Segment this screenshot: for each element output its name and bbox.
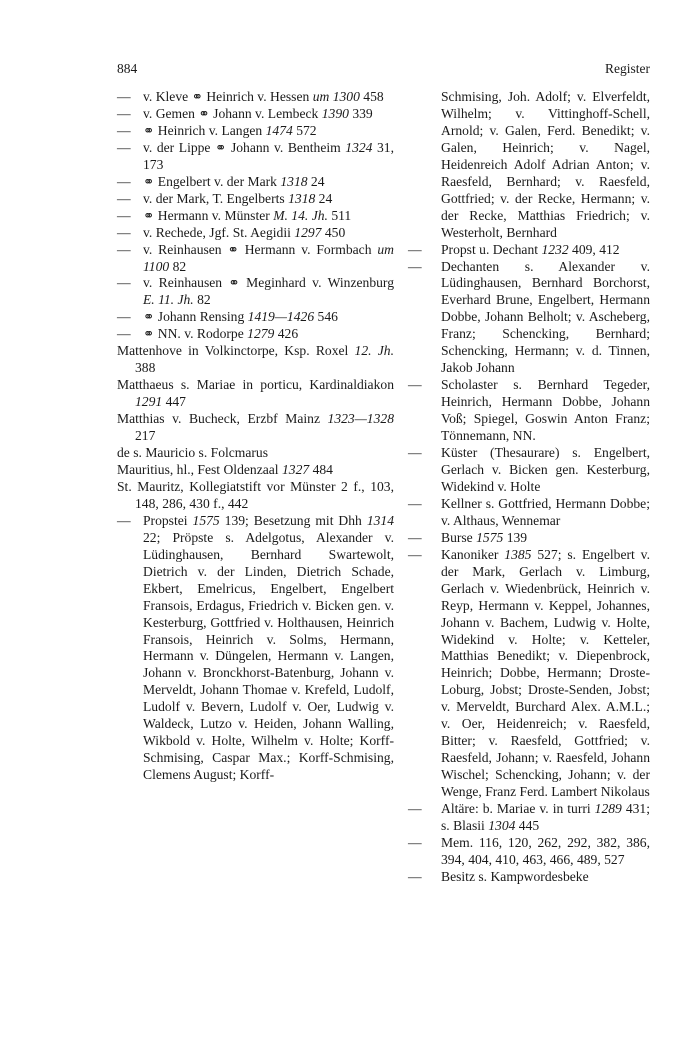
entry-text: ⚭ NN. v. Rodorpe bbox=[143, 326, 248, 342]
subentry-dash: — bbox=[408, 495, 422, 511]
date-italic: 1474 bbox=[265, 122, 293, 138]
entry-text: de s. Mauricio s. Folcmarus bbox=[117, 445, 269, 461]
entry-text: v. der Mark, T. Engelberts bbox=[143, 190, 289, 206]
index-subentry bbox=[408, 377, 650, 445]
index-subentry bbox=[117, 123, 394, 140]
date-italic: 1323—1328 bbox=[327, 411, 394, 427]
entry-text: Matthaeus s. Mariae in porticu, Kardinaldiakon bbox=[117, 377, 394, 393]
index-subentry bbox=[117, 106, 394, 123]
entry-text: 82 bbox=[193, 292, 211, 308]
subentry-dash: — bbox=[408, 801, 422, 817]
date-italic: 1291 bbox=[135, 394, 163, 410]
date-italic: 1390 bbox=[321, 105, 349, 121]
index-subentry bbox=[117, 225, 394, 242]
date-italic: um 1300 bbox=[312, 89, 360, 104]
subentry-dash: — bbox=[117, 207, 131, 223]
index-entry bbox=[117, 411, 394, 445]
entry-text: 450 bbox=[321, 224, 346, 240]
index-subentry bbox=[408, 834, 650, 869]
index-subentry bbox=[117, 174, 394, 191]
index-subentry bbox=[408, 868, 650, 886]
entry-text: v. Rechede, Jgf. St. Aegidii bbox=[143, 224, 295, 240]
entry-text: 409, 412 bbox=[568, 241, 620, 257]
date-italic: 1327 bbox=[281, 461, 310, 477]
entry-text: 572 bbox=[292, 122, 317, 138]
subentry-dash: — bbox=[117, 190, 131, 206]
entry-text: ⚭ Heinrich v. Langen bbox=[143, 122, 266, 138]
index-entry bbox=[117, 377, 394, 411]
index-subentry bbox=[408, 546, 650, 801]
subentry-dash: — bbox=[117, 512, 131, 528]
entry-text: 31, 173 bbox=[143, 139, 394, 172]
entry-text: 217 bbox=[135, 428, 156, 444]
entry-text: Mauritius, hl., Fest Oldenzaal bbox=[117, 461, 282, 477]
entry-text: Besitz s. Kampwordesbeke bbox=[441, 868, 589, 884]
entry-text: Burse bbox=[441, 529, 477, 545]
entry-text: ⚭ Engelbert v. der Mark bbox=[143, 173, 281, 189]
entry-text: Matthias v. Bucheck, Erzbf Mainz bbox=[117, 411, 328, 427]
entry-text: 139; Besetzung mit Dhh bbox=[219, 512, 367, 528]
entry-text: 458 bbox=[359, 89, 384, 104]
index-subentry bbox=[408, 495, 650, 530]
entry-text: v. Reinhausen ⚭ Meginhard v. Winzenburg bbox=[143, 275, 394, 291]
subentry-dash: — bbox=[117, 89, 131, 104]
date-italic: M. 14. Jh. bbox=[273, 207, 328, 223]
entry-text: Scholaster s. Bernhard Tegeder, Heinrich, Hermann Dobbe, Johann Voß; Spiegel, Goswin Anton Franz; Tönnemann, NN. bbox=[441, 377, 650, 444]
entry-text: 24 bbox=[315, 190, 333, 206]
index-subentry bbox=[408, 529, 650, 547]
index-subentry bbox=[408, 801, 650, 835]
subentry-dash: — bbox=[117, 122, 131, 138]
subentry-dash: — bbox=[408, 868, 422, 884]
entry-text: Altäre: b. Mariae v. in turri bbox=[441, 801, 595, 817]
subentry-dash: — bbox=[117, 275, 131, 291]
subentry-dash: — bbox=[117, 241, 131, 257]
index-subentry bbox=[117, 191, 394, 208]
subentry-dash: — bbox=[117, 224, 131, 240]
date-italic: E. 11. Jh. bbox=[143, 292, 194, 308]
index-subentry bbox=[117, 326, 394, 343]
entry-text: 139 bbox=[503, 529, 528, 545]
entry-text: v. Reinhausen ⚭ Hermann v. Formbach bbox=[143, 241, 378, 257]
entry-text: 426 bbox=[274, 326, 299, 342]
index-subentry bbox=[408, 445, 650, 496]
subentry-dash: — bbox=[117, 139, 131, 155]
index-subentry bbox=[117, 140, 394, 174]
entry-text: 388 bbox=[135, 360, 156, 376]
entry-text: ⚭ Johann Rensing bbox=[143, 309, 248, 325]
subentry-dash: — bbox=[117, 309, 131, 325]
index-subentry bbox=[117, 89, 394, 106]
subentry-dash: — bbox=[408, 445, 422, 461]
subentry-dash: — bbox=[117, 326, 131, 342]
subentry-dash: — bbox=[117, 105, 131, 121]
index-subentry bbox=[117, 513, 394, 784]
subentry-dash: — bbox=[117, 173, 131, 189]
date-italic: 1419—1426 bbox=[247, 309, 315, 325]
entry-text: 447 bbox=[162, 394, 186, 410]
entry-text: v. der Lippe ⚭ Johann v. Bentheim bbox=[143, 139, 346, 155]
index-subentry bbox=[117, 275, 394, 309]
date-italic: 1279 bbox=[247, 326, 275, 342]
entry-text: 546 bbox=[314, 309, 338, 325]
date-italic: um 1100 bbox=[143, 241, 394, 274]
index-entry-continuation bbox=[412, 89, 650, 242]
date-italic: 1318 bbox=[288, 190, 316, 206]
entry-text: 484 bbox=[309, 461, 333, 477]
entry-text: 339 bbox=[348, 105, 373, 121]
entry-text: 431; s. Blasii bbox=[441, 801, 650, 833]
date-italic: 1297 bbox=[294, 224, 322, 240]
entry-text: v. Gemen ⚭ Johann v. Lembeck bbox=[143, 105, 322, 121]
date-italic: 1575 bbox=[476, 529, 504, 545]
entry-text: 22; Pröpste s. Adelgotus, Alexander v. Lüdinghausen, Bernhard Swartewolt, Dietrich v. der Linden, Dietrich Schade, Ekbert, Emelricus, Engelbert, Engelbert Fransois, Erdagus, Friedrich v. Bicken gen. v. Kesterburg, Gottfried v. Holthausen, Heinrich Fransois, Heinrich v. Solms, Hermann, Hermann v. Düngelen, Hermann v. Langen, Johann v. Bronckhorst-Batenburg, Johann v. Merveldt, Johann Thomae v. Krefeld, Ludolf, Ludolf v. Bevern, Ludolf v. Oer, Ludwig v. Waldeck, Lutzo v. Heiden, Johann Walling, Wikbold v. Holte, Wilhelm v. Holte; Korff-Schmising, Caspar Max.; Korff-Schmising, Clemens August; Korff- bbox=[143, 529, 394, 783]
index-column-left bbox=[117, 89, 394, 784]
entry-text: Schmising, Joh. Adolf; v. Elverfeldt, Wilhelm; v. Vittinghoff-Schell, Arnold; v. Galen, Ferd. Benedikt; v. Galen, Heinrich; v. Nagel, Heidenreich Adolf Adrian Anton; v. Raesfeld, Bernhard; v. Raesfeld, Gottfried; v. der Recke, Hermann; v. der Recke, Matthias Friedrich; v. Westerholt, Bernhard bbox=[441, 89, 650, 240]
entry-text: 511 bbox=[327, 207, 352, 223]
entry-text: St. Mauritz, Kollegiatstift vor Münster 2 f., 103, 148, 286, 430 f., 442 bbox=[117, 478, 394, 511]
page-header bbox=[117, 61, 650, 81]
entry-text: Propst u. Dechant bbox=[441, 241, 542, 257]
subentry-dash: — bbox=[408, 241, 422, 257]
subentry-dash: — bbox=[408, 834, 422, 850]
entry-text: 82 bbox=[169, 258, 187, 274]
index-column-right bbox=[408, 89, 650, 886]
index-subentry bbox=[117, 242, 394, 276]
date-italic: 1318 bbox=[280, 173, 308, 189]
date-italic: 12. Jh. bbox=[354, 343, 394, 359]
index-entry bbox=[117, 479, 394, 513]
index-subentry bbox=[408, 241, 650, 259]
entry-text: ⚭ Hermann v. Münster bbox=[143, 207, 274, 223]
entry-text: Kanoniker bbox=[441, 546, 505, 562]
date-italic: 1314 bbox=[366, 512, 394, 528]
entry-text: Propstei bbox=[143, 512, 193, 528]
date-italic: 1232 bbox=[541, 241, 569, 257]
entry-text: Kellner s. Gottfried, Hermann Dobbe; v. Althaus, Wennemar bbox=[441, 495, 650, 528]
subentry-dash: — bbox=[408, 546, 422, 562]
entry-text: Küster (Thesaurare) s. Engelbert, Gerlach v. Bicken gen. Kesterburg, Widekind v. Holte bbox=[441, 445, 650, 494]
date-italic: 1304 bbox=[488, 817, 516, 833]
entry-text: 445 bbox=[515, 817, 540, 833]
index-entry bbox=[117, 462, 394, 479]
date-italic: 1575 bbox=[192, 512, 220, 528]
date-italic: 1324 bbox=[345, 139, 373, 155]
running-title: Register bbox=[605, 61, 650, 76]
index-subentry bbox=[117, 309, 394, 326]
index-subentry bbox=[117, 208, 394, 225]
entry-text: Mattenhove in Volkinctorpe, Ksp. Roxel bbox=[117, 343, 355, 359]
index-entry bbox=[117, 343, 394, 377]
index-subentry bbox=[408, 258, 650, 378]
date-italic: 1385 bbox=[504, 546, 532, 562]
entry-text: v. Kleve ⚭ Heinrich v. Hessen bbox=[143, 89, 313, 104]
index-entry bbox=[117, 445, 394, 462]
entry-text: 24 bbox=[307, 173, 325, 189]
subentry-dash: — bbox=[408, 529, 422, 545]
entry-text: 527; s. Engelbert v. der Mark, Gerlach v. Limburg, Gerlach v. Wiedenbrück, Heinrich v. Reyp, Hermann v. Keppel, Johannes, Johann v. Bachem, Ludwig v. Holte, Widekind v. Holte; v. Ketteler, Matthias Benedikt; v. Diepenbrock, Heinrich; Dobbe, Hermann; Droste-Loburg, Jobst; Droste-Senden, Jobst; v. Merveldt, Burchard Alex. A.M.L.; v. Oer, Heidenreich; v. Raesfeld, Bitter; v. Raesfeld, Gottfried; v. Raesfeld, Johann; v. Raesfeld, Johann Wischel; Schencking, Johann; v. der Wenge, Franz Ferd. Lambert Nikolaus bbox=[441, 546, 650, 800]
entry-text: Mem. 116, 120, 262, 292, 382, 386, 394, 404, 410, 463, 466, 489, 527 bbox=[441, 834, 650, 867]
page-number: 884 bbox=[117, 61, 138, 76]
subentry-dash: — bbox=[408, 258, 422, 274]
date-italic: 1289 bbox=[594, 801, 622, 817]
entry-text: Dechanten s. Alexander v. Lüdinghausen, Bernhard Borchorst, Everhard Brune, Engelbert, Hermann Dobbe, Johann Belholt; v. Ascheberg, Franz; Schencking, Bernhard; Schencking, Hermann; v. d. Tinnen, Jakob Johann bbox=[441, 258, 650, 376]
subentry-dash: — bbox=[408, 377, 422, 393]
